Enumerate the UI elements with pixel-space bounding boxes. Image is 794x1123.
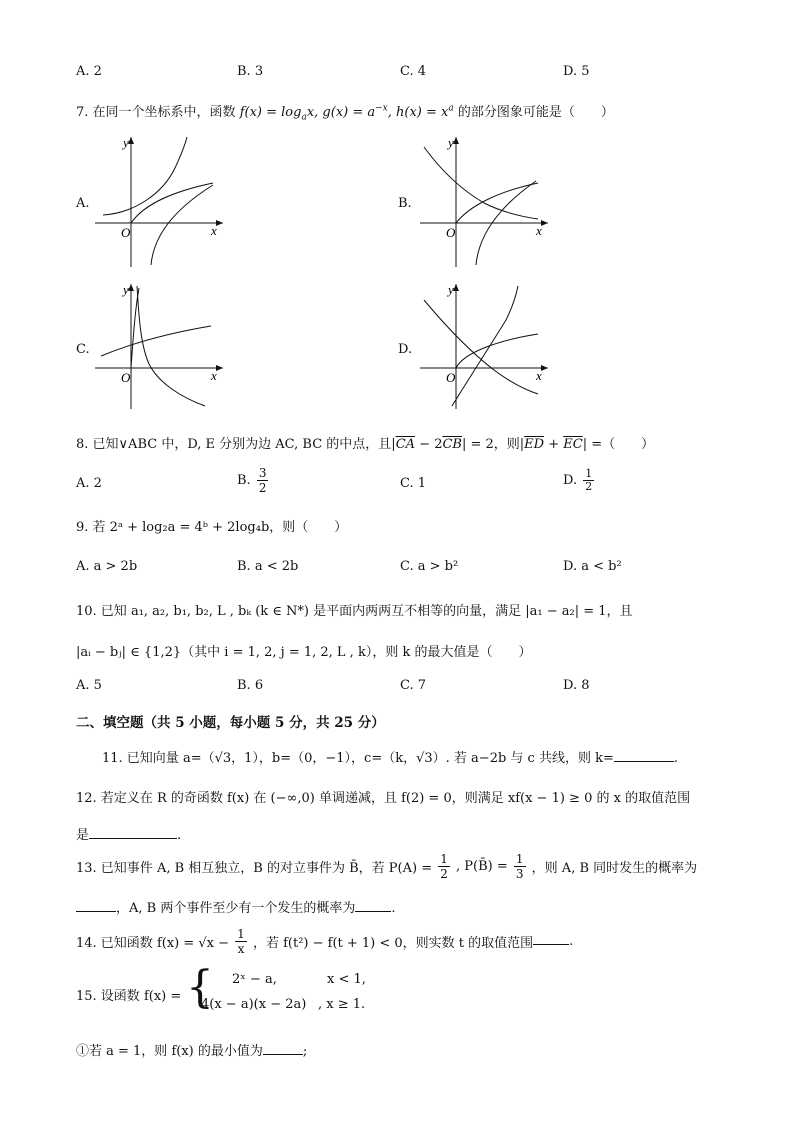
q7-label-d: D.: [398, 342, 413, 357]
q15-stem: 15. 设函数 f(x) =: [76, 989, 182, 1004]
q8-option-b: B. $\frac{3}{2}$: [237, 466, 267, 495]
q15-case1: 2ˣ − a,: [232, 972, 277, 987]
q12-line2: 是 .: [76, 828, 182, 843]
q15-cond1: x < 1,: [327, 972, 366, 987]
q9-option-c: C. a > b²: [400, 559, 459, 574]
q10-option-c: C. 7: [400, 678, 427, 693]
q6-option-a: A. 2: [76, 64, 102, 79]
q7-graph-d: [420, 280, 550, 410]
q8-option-d: D. $\frac{1}{2}$: [563, 467, 593, 493]
q9-option-d: D. a < b²: [563, 559, 622, 574]
q15-cond2: , x ≥ 1.: [318, 997, 366, 1012]
svg-text:y: y: [448, 135, 454, 150]
svg-text:y: y: [123, 282, 129, 297]
svg-text:O: O: [446, 370, 456, 385]
q7-graph-c: [95, 280, 225, 410]
q10-line1: 10. 已知 a₁, a₂, b₁, b₂, L , bₖ (k ∈ N*) 是平面内两两互不相等的向量，满足 |a₁ − a₂| = 1，且: [76, 604, 633, 619]
q13-line2: ，A, B 两个事件至少有一个发生的概率为 .: [76, 897, 395, 916]
q9-option-b: B. a < 2b: [237, 559, 299, 574]
q7-label-b: B.: [398, 196, 412, 211]
q6-option-b: B. 3: [237, 64, 264, 79]
q7-label-c: C.: [76, 342, 90, 357]
q7-graph-b: [420, 133, 550, 268]
q13-line1: 13. 已知事件 A, B 相互独立，B 的对立事件为 B̄，若 P(A) = $\frac{1}{2}$ , P(B̄) = $\frac{1}{3}$ ，则 A, B 同时发生的概率为: [76, 852, 698, 881]
q10-line2: |aᵢ − bⱼ| ∈ {1,2}（其中 i = 1, 2, j = 1, 2, L , k），则 k 的最大值是（ ）: [76, 645, 532, 660]
svg-text:x: x: [211, 368, 217, 383]
q6-option-d: D. 5: [563, 64, 590, 79]
svg-text:x: x: [536, 368, 542, 383]
q9-stem: 9. 若 2ᵃ + log₂a = 4ᵇ + 2log₄b，则（ ）: [76, 520, 348, 535]
svg-text:x: x: [536, 223, 542, 238]
q6-option-c: C. 4: [400, 64, 427, 79]
svg-text:x: x: [211, 223, 217, 238]
q9-option-a: A. a > 2b: [76, 559, 138, 574]
q8-stem: 8. 已知∨ABC 中，D, E 分别为边 AC, BC 的中点，且$|\overline{CA} - 2\overline{CB}| = 2$，则$|\overline{ED} + \overline{EC}|$ =（ ）: [76, 437, 655, 452]
q8-option-c: C. 1: [400, 476, 427, 491]
q10-option-b: B. 6: [237, 678, 264, 693]
svg-text:O: O: [121, 225, 131, 240]
q11-stem: 11. 已知向量 a=（√3，1），b=（0，−1），c=（k，√3）. 若 a−2b 与 c 共线，则 k= .: [102, 751, 679, 766]
q7-label-a: A.: [76, 196, 90, 211]
svg-text:y: y: [448, 282, 454, 297]
q10-option-d: D. 8: [563, 678, 590, 693]
q7-graph-a: [95, 133, 225, 268]
svg-text:O: O: [121, 370, 131, 385]
q15-sub1: ①若 a = 1，则 f(x) 的最小值为 ;: [76, 1044, 308, 1059]
q15-case2: 4(x − a)(x − 2a): [201, 997, 307, 1012]
q12-line1: 12. 若定义在 R 的奇函数 f(x) 在 (−∞,0) 单调递减，且 f(2) = 0，则满足 xf(x − 1) ≥ 0 的 x 的取值范围: [76, 791, 691, 806]
q10-option-a: A. 5: [76, 678, 102, 693]
piecewise-brace: {: [186, 962, 214, 1013]
q7-stem: 7. 在同一个坐标系中，函数 $f(x) = \log_ax$, $g(x) = a^{-x}$, $h(x) = x^a$ 的部分图象可能是（ ）: [76, 103, 614, 123]
q14-stem: 14. 已知函数 f(x) = √x − $\frac{1}{x}$ ，若 f(t²) − f(t + 1) < 0，则实数 t 的取值范围 .: [76, 927, 574, 956]
svg-text:O: O: [446, 225, 456, 240]
section-2-heading: 二、填空题（共 5 小题，每小题 5 分，共 25 分）: [76, 715, 385, 731]
q8-option-a: A. 2: [76, 476, 102, 491]
axis-y-label: y: [123, 135, 129, 150]
